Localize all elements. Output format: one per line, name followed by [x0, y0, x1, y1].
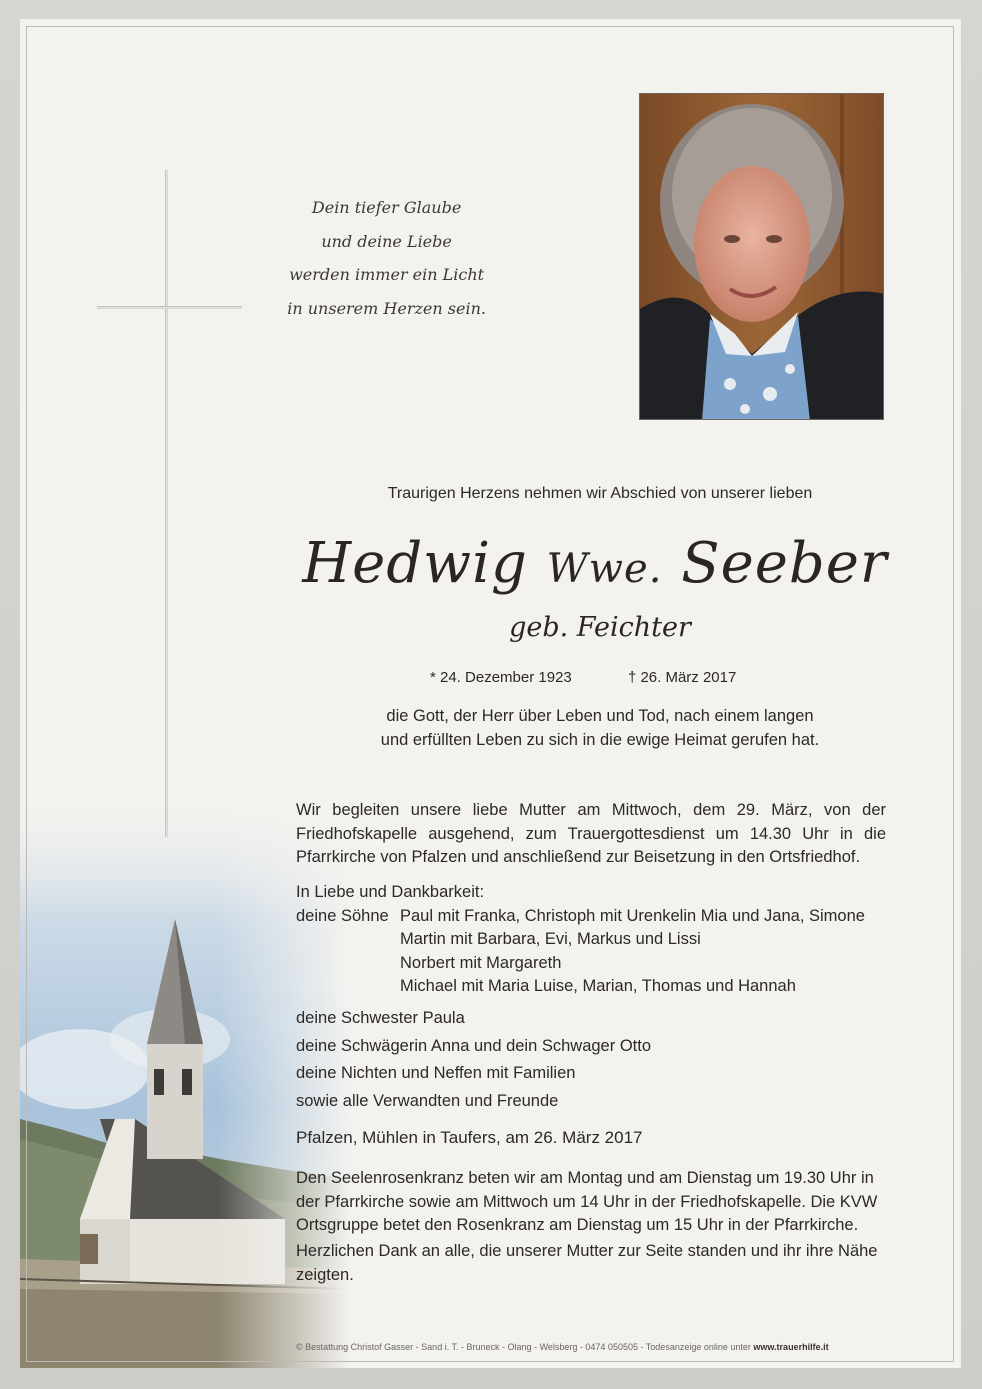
son-line: Michael mit Maria Luise, Marian, Thomas und Hannah	[400, 977, 796, 995]
relative-line: deine Nichten und Neffen mit Familien	[296, 1064, 576, 1082]
footer-credit	[296, 1342, 946, 1352]
son-line: Paul mit Franka, Christoph mit Urenkelin Mia und Jana, Simone	[400, 906, 865, 925]
funeral-announcement	[296, 799, 886, 870]
mourners-block	[296, 881, 886, 999]
called-home-text	[270, 704, 930, 752]
portrait-photo	[639, 93, 884, 420]
last-name: Seeber	[681, 531, 888, 596]
relative-line: sowie alle Verwandten und Freunde	[296, 1091, 559, 1110]
thanks-line: zeigten.	[296, 1265, 354, 1284]
life-dates	[430, 669, 790, 686]
funeral-line: Pfarrkirche von Pfalzen und anschließend zur Beisetzung in den Ortsfriedhof.	[296, 848, 861, 866]
called-home-line: die Gott, der Herr über Leben und Tod, nach einem langen	[386, 707, 814, 725]
sons-list	[400, 905, 865, 999]
memorial-poem	[202, 191, 572, 325]
mourners-heading: In Liebe und Dankbarkeit:	[296, 883, 485, 901]
son-line: Norbert mit Margareth	[400, 953, 562, 972]
footer-link[interactable]: www.trauerhilfe.it	[753, 1342, 829, 1352]
rosary-line: Ortsgruppe betet den Rosenkranz am Dienstag um 15 Uhr in der Pfarrkirche.	[296, 1216, 859, 1234]
relatives-list	[296, 1005, 886, 1115]
son-line: Martin mit Barbara, Evi, Markus und Lissi	[400, 930, 701, 948]
poem-line: Dein tiefer Glaube	[311, 198, 462, 217]
funeral-line: Wir begleiten unsere liebe Mutter am Mittwoch, dem 29. März, von der	[296, 801, 886, 819]
sons-row	[296, 905, 886, 999]
birth-date: * 24. Dezember 1923	[430, 669, 572, 686]
rosary-line: Den Seelenrosenkranz beten wir am Montag und am Dienstag um 19.30 Uhr in	[296, 1169, 874, 1187]
thanks-line: Herzlichen Dank an alle, die unserer Mutter zur Seite standen und ihr ihre Nähe	[296, 1242, 878, 1260]
place-date: Pfalzen, Mühlen in Taufers, am 26. März 2017	[296, 1128, 643, 1147]
funeral-line: Friedhofskapelle ausgehend, zum Trauergottesdienst um 14.30 Uhr in die	[296, 824, 886, 843]
rosary-line: der Pfarrkirche sowie am Mittwoch um 14 Uhr in der Friedhofskapelle. Die KVW	[296, 1192, 878, 1211]
called-home-line: und erfüllten Leben zu sich in die ewige Heimat gerufen hat.	[380, 731, 820, 749]
obituary-card	[20, 19, 961, 1368]
thanks-notice	[296, 1240, 886, 1287]
poem-line: und deine Liebe	[321, 231, 452, 251]
intro-text: Traurigen Herzens nehmen wir Abschied von unserer lieben	[387, 485, 813, 502]
relative-line: deine Schwester Paula	[296, 1009, 465, 1027]
poem-line: werden immer ein Licht	[289, 265, 485, 284]
rosary-notice	[296, 1167, 886, 1238]
death-date: † 26. März 2017	[627, 669, 737, 686]
cross-vertical-beam	[165, 170, 168, 837]
widow-title: Wwe.	[546, 546, 663, 592]
sons-label: deine Söhne	[296, 906, 389, 925]
birth-name: geb. Feichter	[509, 612, 691, 643]
footer-text: © Bestattung Christof Gasser - Sand i. T. - Bruneck - Olang - Welsberg - 0474 050505 - Todesanzeige online unter	[296, 1342, 754, 1352]
first-name: Hedwig	[302, 531, 528, 596]
relative-line: deine Schwägerin Anna und dein Schwager Otto	[296, 1036, 651, 1055]
deceased-name	[240, 531, 950, 596]
poem-line: in unserem Herzen sein.	[287, 298, 486, 318]
